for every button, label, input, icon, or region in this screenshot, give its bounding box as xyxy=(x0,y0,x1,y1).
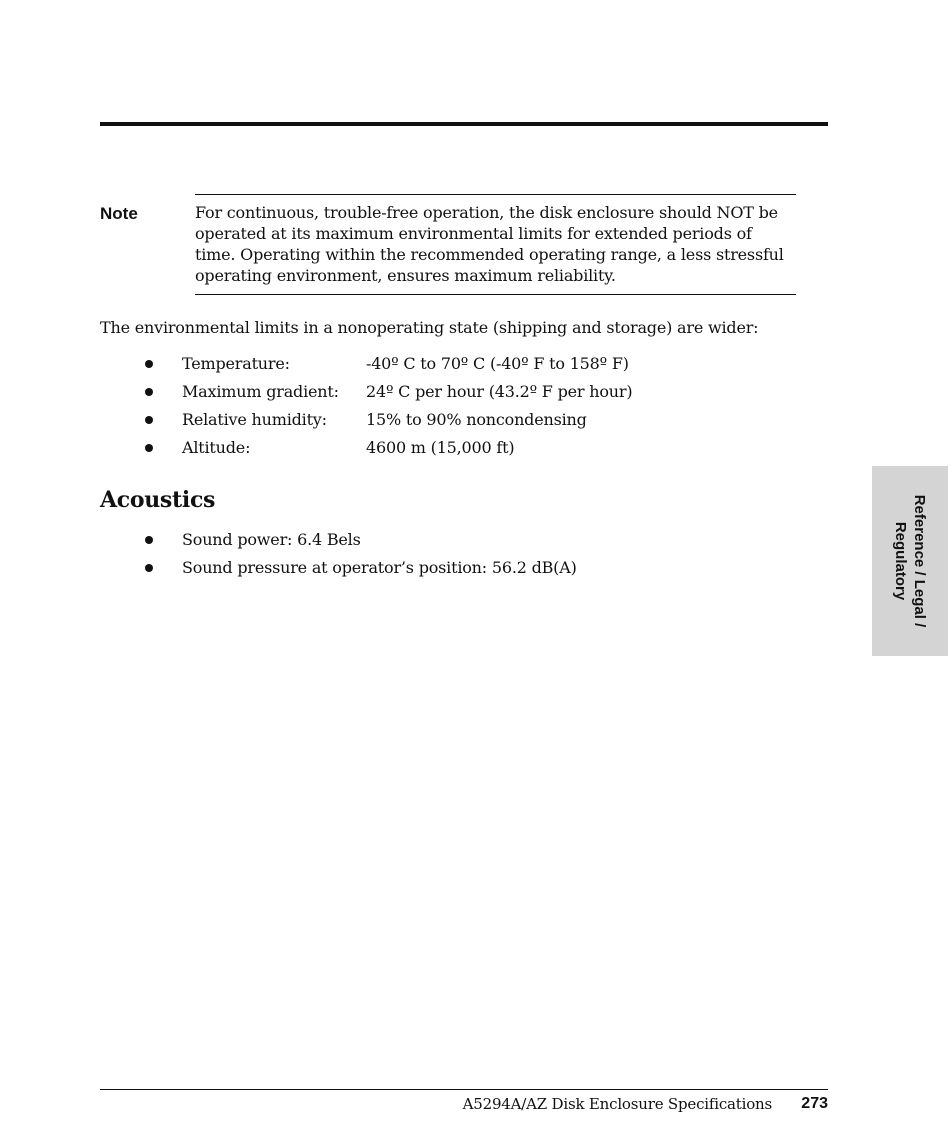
limit-label: Relative humidity: xyxy=(182,410,327,429)
acoustics-item: Sound pressure at operator’s position: 56.2 dB(A) xyxy=(182,558,577,577)
limit-label: Temperature: xyxy=(182,354,290,373)
side-tab-label: Reference / Legal / Regulatory xyxy=(892,494,928,628)
section-side-tab xyxy=(872,466,948,656)
footer-title: A5294A/AZ Disk Enclosure Specifications xyxy=(462,1095,772,1113)
limit-value: -40º C to 70º C (-40º F to 158º F) xyxy=(366,354,629,373)
bullet-icon xyxy=(145,388,153,396)
acoustics-heading: Acoustics xyxy=(100,487,216,513)
footer-rule xyxy=(100,1089,828,1090)
intro-paragraph: The environmental limits in a nonoperating state (shipping and storage) are wider: xyxy=(100,318,759,337)
limit-value: 24º C per hour (43.2º F per hour) xyxy=(366,382,633,401)
note-box xyxy=(195,194,796,295)
limit-label: Maximum gradient: xyxy=(182,382,339,401)
limit-label: Altitude: xyxy=(182,438,251,457)
bullet-icon xyxy=(145,444,153,452)
note-text: For continuous, trouble-free operation, the disk enclosure should NOT be operated at its maximum environmental limits for extended periods of time. Operating within the recommended operating range, a less stressful operating environment, ensures maximum reliability. xyxy=(195,203,784,285)
header-rule xyxy=(100,122,828,126)
acoustics-item: Sound power: 6.4 Bels xyxy=(182,530,361,549)
note-label: Note xyxy=(100,204,138,223)
bullet-icon xyxy=(145,536,153,544)
bullet-icon xyxy=(145,564,153,572)
bullet-icon xyxy=(145,360,153,368)
page-number: 273 xyxy=(801,1095,828,1112)
limit-value: 4600 m (15,000 ft) xyxy=(366,438,515,457)
limit-value: 15% to 90% noncondensing xyxy=(366,410,587,429)
bullet-icon xyxy=(145,416,153,424)
